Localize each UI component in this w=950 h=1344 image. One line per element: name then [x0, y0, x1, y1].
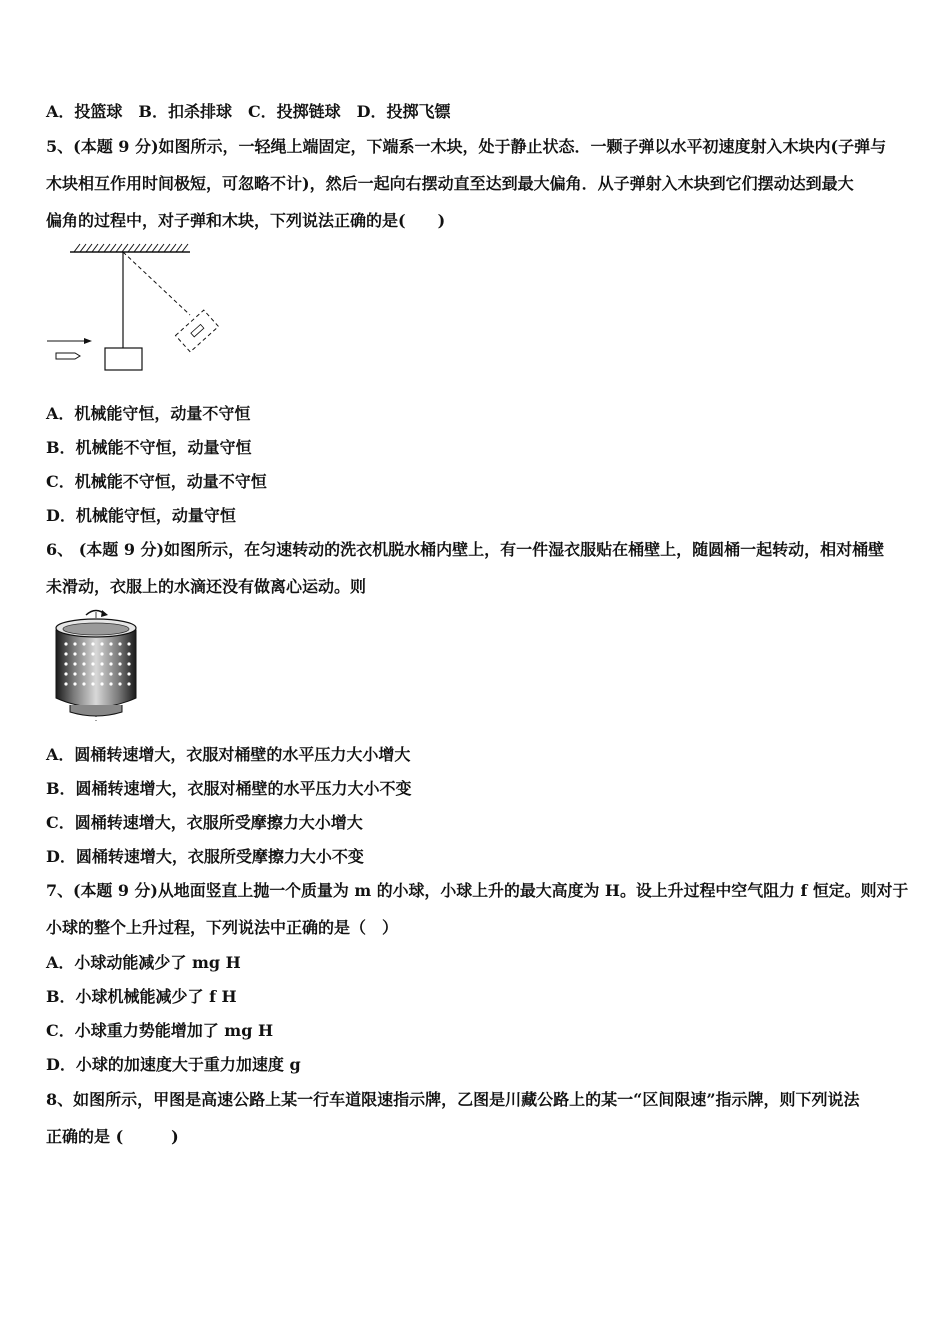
- q6-option-c: C．圆桶转速增大，衣服所受摩擦力大小增大: [46, 813, 363, 832]
- q6-text-line1: 6、 (本题 9 分)如图所示，在匀速转动的洗衣机脱水桶内壁上，有一件湿衣服贴在桶壁上，随圆桶一起转动，相对桶壁: [46, 540, 885, 559]
- q8-text-line1: 8、如图所示，甲图是高速公路上某一行车道限速指示牌，乙图是川藏公路上的某一“区间限速”指示牌，则下列说法: [46, 1090, 860, 1109]
- q7-text-line2: 小球的整个上升过程，下列说法中正确的是（ ）: [46, 918, 399, 937]
- q7-text-line1: 7、(本题 9 分)从地面竖直上抛一个质量为 m 的小球，小球上升的最大高度为 H。设上升过程中空气阻力 f 恒定。则对于: [46, 881, 909, 900]
- q6-option-b: B．圆桶转速增大，衣服对桶壁的水平压力大小不变: [46, 779, 412, 798]
- q6-option-a: A．圆桶转速增大，衣服对桶壁的水平压力大小增大: [46, 745, 411, 764]
- q7-option-a: A．小球动能减少了 mg H: [46, 953, 241, 972]
- q7-option-d: D．小球的加速度大于重力加速度 g: [46, 1055, 301, 1074]
- q5-text-line1: 5、(本题 9 分)如图所示，一轻绳上端固定，下端系一木块，处于静止状态．一颗子弹以水平初速度射入木块内(子弹与: [46, 137, 887, 156]
- q5-text-line2: 木块相互作用时间极短，可忽略不计)，然后一起向右摆动直至达到最大偏角．从子弹射入木块到它们摆动达到最大: [46, 174, 854, 193]
- pendulum-figure: [44, 240, 229, 375]
- q7-option-c: C．小球重力势能增加了 mg H: [46, 1021, 274, 1040]
- q5-option-a: A．机械能守恒，动量不守恒: [46, 404, 251, 423]
- q6-text-line2: 未滑动，衣服上的水滴还没有做离心运动。则: [46, 577, 367, 596]
- q5-option-c: C．机械能不守恒，动量不守恒: [46, 472, 267, 491]
- q7-option-b: B．小球机械能减少了 f H: [46, 987, 237, 1006]
- washing-drum-figure: [50, 604, 142, 722]
- q8-text-line2: 正确的是 ( ): [46, 1127, 179, 1146]
- q5-text-line3: 偏角的过程中，对子弹和木块，下列说法正确的是( ): [46, 211, 446, 230]
- q6-option-d: D．圆桶转速增大，衣服所受摩擦力大小不变: [46, 847, 364, 866]
- q4-options: A．投篮球 B．扣杀排球 C．投掷链球 D．投掷飞镖: [46, 102, 451, 121]
- q5-option-b: B．机械能不守恒，动量守恒: [46, 438, 252, 457]
- q5-option-d: D．机械能守恒，动量守恒: [46, 506, 236, 525]
